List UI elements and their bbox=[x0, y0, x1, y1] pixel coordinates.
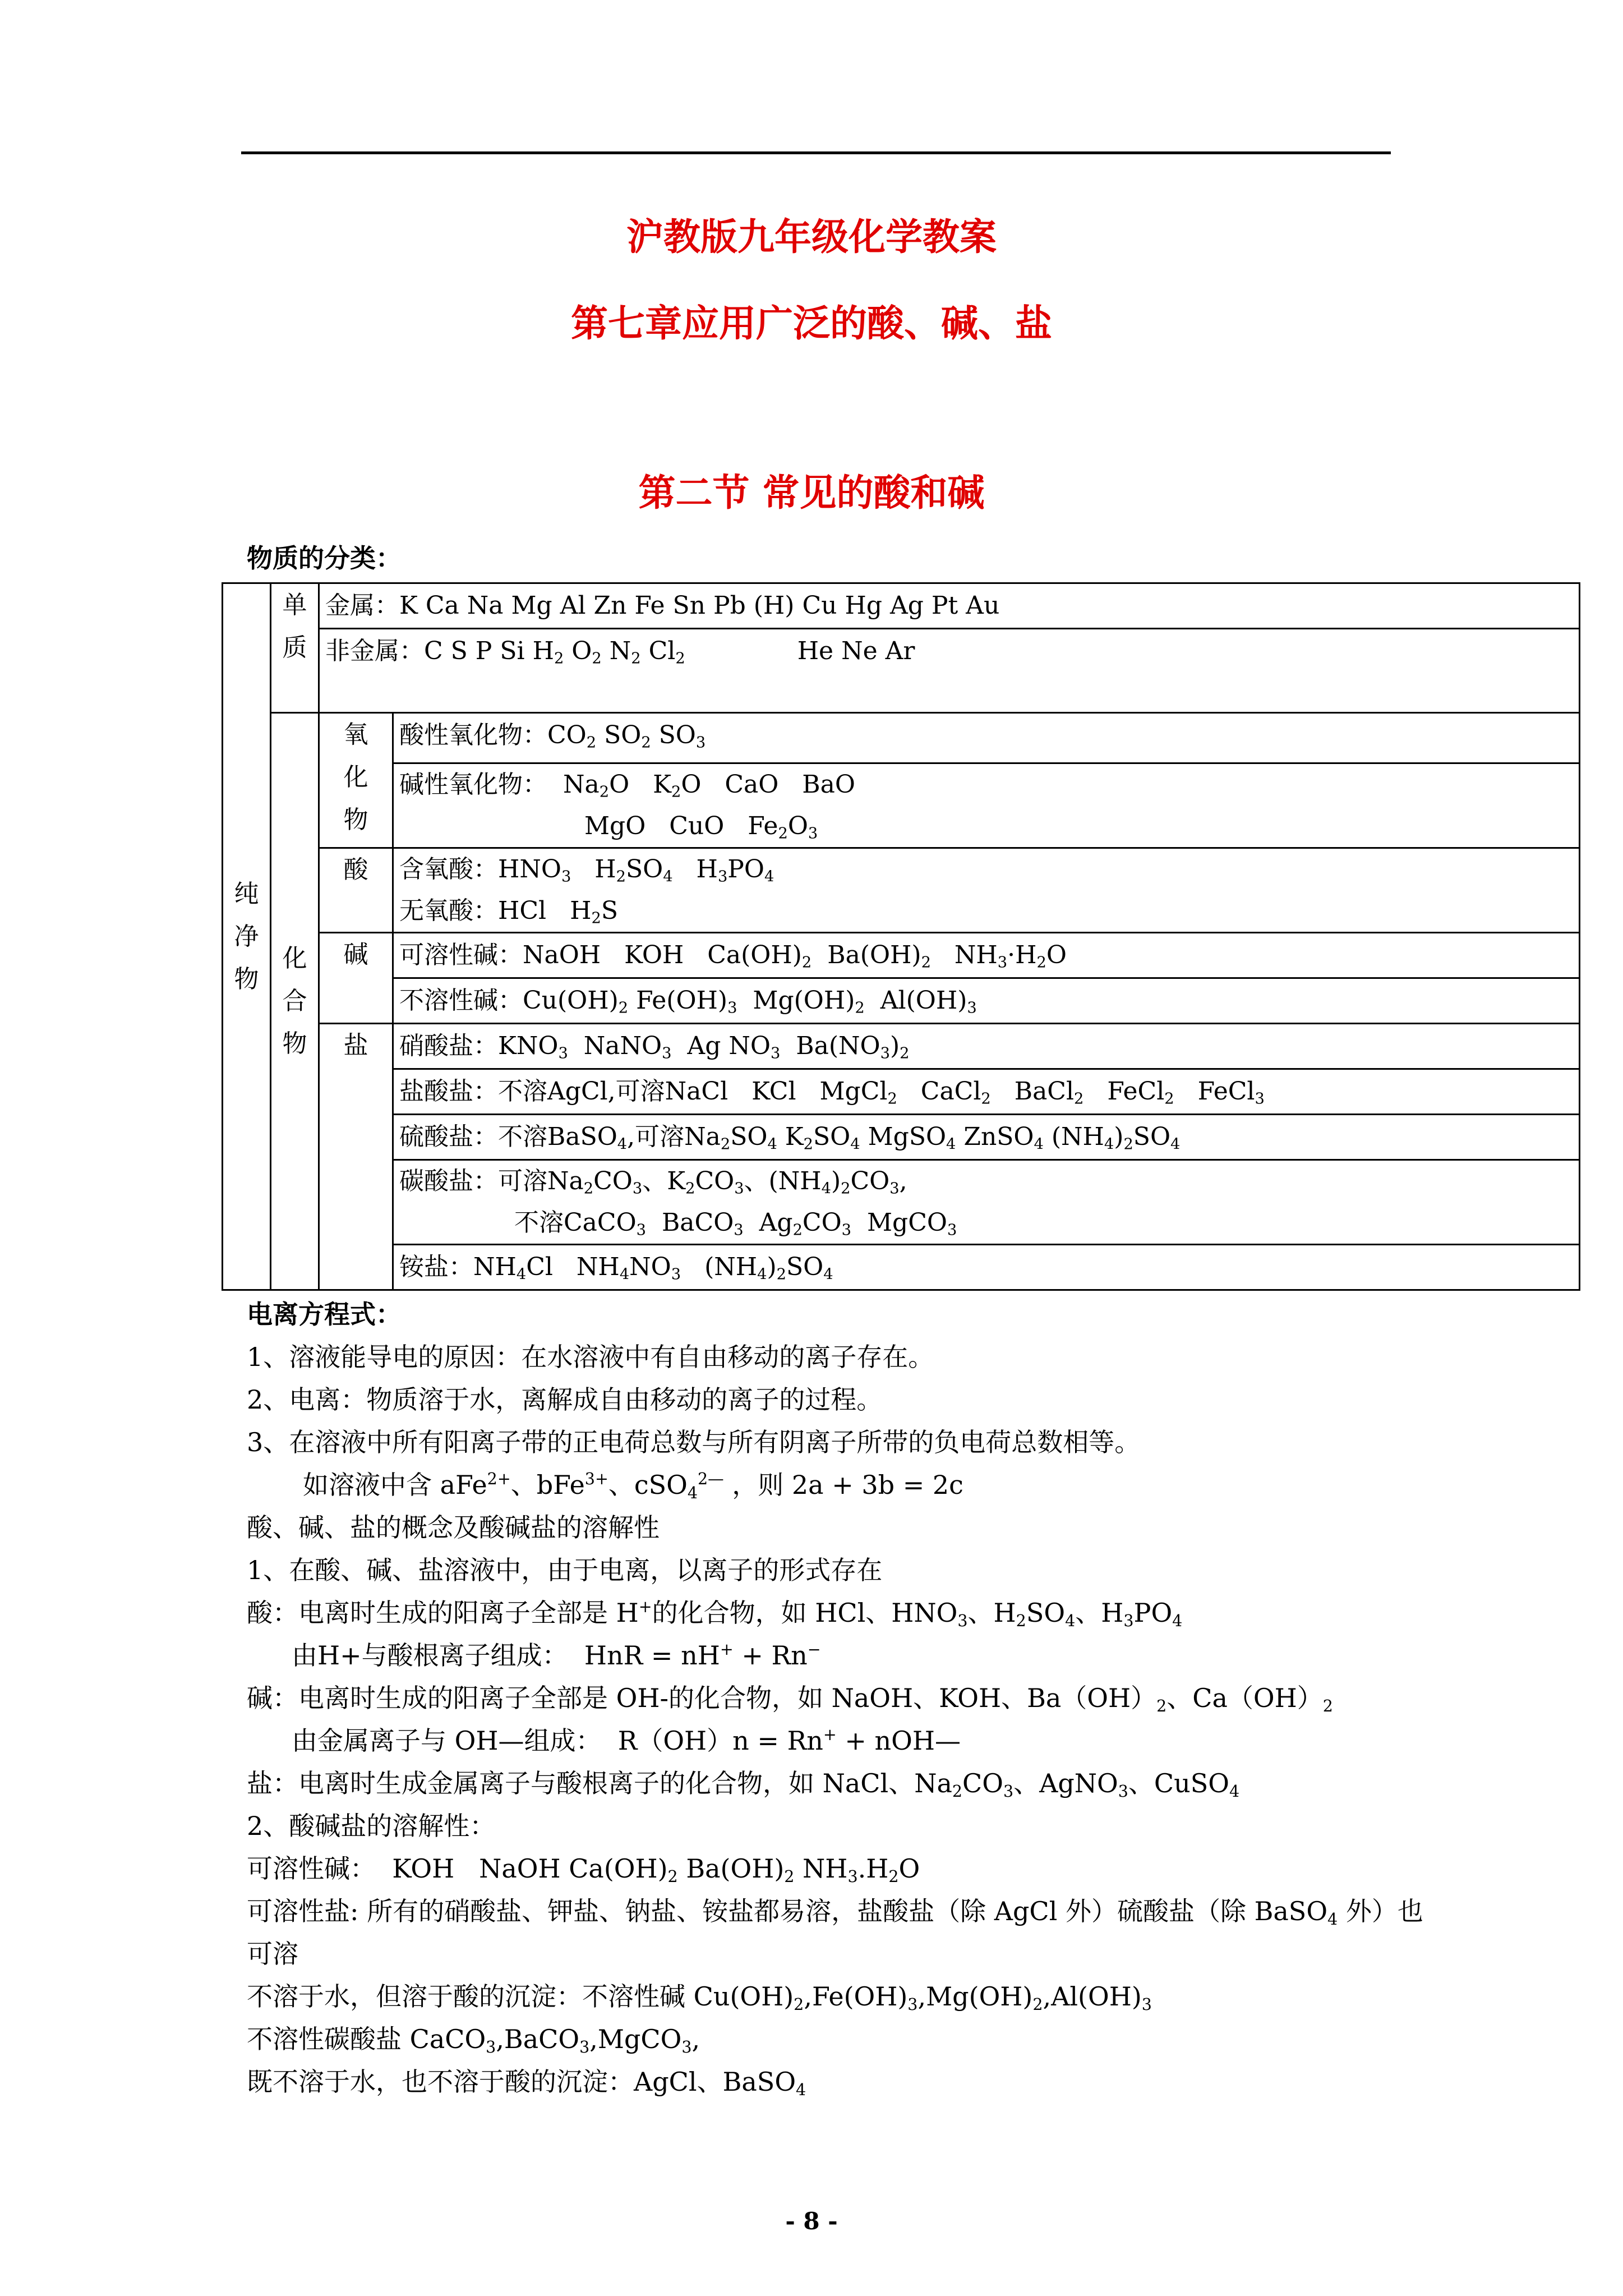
carbonate-row: 碳酸盐：可溶$Na_2CO_3$、$K_2CO_3$、$(NH_4)_2CO_3$, 不溶CaCO$_3$ BaCO$_3$ $Ag_2CO_3$ MgCO$_3$ bbox=[393, 1160, 1580, 1245]
ionization-line-1: 1、溶液能导电的原因：在水溶液中有自由移动的离子存在。 bbox=[247, 1342, 934, 1372]
base-cell: 碱 bbox=[319, 933, 393, 1024]
insoluble-both-line: 既不溶于水，也不溶于酸的沉淀：AgCl、BaSO$_4$ bbox=[247, 2067, 806, 2099]
insoluble-base-row: 不溶性碱：$Cu(OH)_2$ $Fe(OH)_3$ $Mg(OH)_2$ $Al(OH)_3$ bbox=[393, 978, 1580, 1024]
concepts-heading: 酸、碱、盐的概念及酸碱盐的溶解性 bbox=[247, 1512, 660, 1543]
soluble-salt-line: 可溶性盐: 所有的硝酸盐、钾盐、钠盐、铵盐都易溶，盐酸盐（除 AgCl 外）硫酸盐（除 BaSO$_4$ 外）也可溶 bbox=[247, 1896, 1423, 1969]
header-rule bbox=[241, 151, 1391, 154]
compound-cell: 化合物 bbox=[271, 713, 319, 1290]
base-composition: 由金属离子与 OH—组成： R（OH）n = Rn+ + nOH— bbox=[292, 1725, 961, 1756]
insoluble-water-line: 不溶于水，但溶于酸的沉淀：不溶性碱 $Cu(OH)_2,Fe(OH)_3,Mg(OH)_2,Al(OH)_3$ bbox=[247, 1981, 1152, 2014]
page-number: - 8 - bbox=[785, 2207, 838, 2235]
salt-cell: 盐 bbox=[319, 1024, 393, 1290]
ionization-line-3: 3、在溶液中所有阳离子带的正电荷总数与所有阴离子所带的负电荷总数相等。 bbox=[247, 1427, 1141, 1457]
acid-definition: 酸：电离时生成的阳离子全部是 H+的化合物，如 HCl、$HNO_3$、$H_2SO_4$、$H_3PO_4$ bbox=[247, 1597, 1183, 1630]
element-cell: 单质 bbox=[271, 583, 319, 713]
ammonium-row: 铵盐：$NH_4Cl$ $NH_4NO_3$ $(NH_4)_2SO_4$ bbox=[393, 1245, 1580, 1290]
chloride-row: 盐酸盐：不溶AgCl,可溶NaCl KCl MgCl$_2$ CaCl$_2$ BaCl$_2$ FeCl$_2$ FeCl$_3$ bbox=[393, 1069, 1580, 1115]
soluble-base-row: 可溶性碱：NaOH KOH $Ca(OH)_2$ $Ba(OH)_2$ $NH_3\cdot H_2O$ bbox=[393, 933, 1580, 978]
nonmetal-row: 非金属：C S P Si $H_2$ $O_2$ $N_2$ $Cl_2$ He Ne Ar bbox=[319, 629, 1580, 713]
ionization-heading: 电离方程式： bbox=[247, 1299, 402, 1329]
body-text bbox=[247, 1293, 1424, 2103]
metal-row: 金属：K Ca Na Mg Al Zn Fe Sn Pb (H) Cu Hg Ag Pt Au bbox=[319, 583, 1580, 629]
acid-composition: 由H+与酸根离子组成： HnR = nH+ + Rn− bbox=[292, 1640, 821, 1671]
pure-substance-cell: 纯净物 bbox=[223, 583, 271, 1290]
chapter-title: 第七章应用广泛的酸、碱、盐 bbox=[571, 301, 1052, 345]
concepts-line-2: 2、酸碱盐的溶解性： bbox=[247, 1811, 496, 1841]
classification-heading: 物质的分类： bbox=[247, 543, 402, 573]
oxide-cell: 氧化物 bbox=[319, 713, 393, 848]
acidic-oxide-row: 酸性氧化物：$CO_2$ $SO_2$ $SO_3$ bbox=[393, 713, 1580, 763]
acid-cell: 酸 bbox=[319, 848, 393, 933]
ionization-line-4: 如溶液中含 aFe$^{2+}$、bFe$^{3+}$、cSO$_4^{2—}$ ，则 2a + 3b = 2c bbox=[303, 1469, 963, 1502]
classification-table bbox=[222, 582, 1580, 1291]
soluble-base-line: 可溶性碱： KOH NaOH $Ca(OH)_2$ $Ba(OH)_2$ $NH_3.H_2O$ bbox=[247, 1853, 920, 1886]
base-definition: 碱：电离时生成的阳离子全部是 OH-的化合物，如 NaOH、KOH、$Ba(OH)_2$、$Ca(OH)_2$ bbox=[247, 1683, 1333, 1715]
acid-row: 含氧酸：$HNO_3$ $H_2SO_4$ $H_3PO_4$ 无氧酸：HCl $H_2S$ bbox=[393, 848, 1580, 933]
ionization-line-2: 2、电离：物质溶于水，离解成自由移动的离子的过程。 bbox=[247, 1384, 883, 1415]
document-title: 沪教版九年级化学教案 bbox=[626, 215, 997, 259]
basic-oxide-row: 碱性氧化物： $Na_2O$ $K_2O$ CaO BaO MgO CuO $Fe_2O_3$ bbox=[393, 763, 1580, 848]
concepts-line-1: 1、在酸、碱、盐溶液中，由于电离，以离子的形式存在 bbox=[247, 1555, 883, 1585]
section-title: 第二节 常见的酸和碱 bbox=[638, 471, 985, 514]
sulfate-row: 硫酸盐：不溶BaSO$_4$,可溶$Na_2SO_4$ $K_2SO_4$ MgSO$_4$ ZnSO$_4$ $(NH_4)_2SO_4$ bbox=[393, 1115, 1580, 1160]
salt-definition: 盐：电离时生成金属离子与酸根离子的化合物，如 NaCl、$Na_2CO_3$、AgNO$_3$、CuSO$_4$ bbox=[247, 1768, 1240, 1801]
nitrate-row: 硝酸盐：$KNO_3$ NaNO$_3$ Ag $NO_3$ $Ba(NO_3)_2$ bbox=[393, 1024, 1580, 1069]
insoluble-carbonate-line: 不溶性碳酸盐 CaCO$_3$,BaCO$_3$,MgCO$_3$, bbox=[247, 2024, 700, 2056]
